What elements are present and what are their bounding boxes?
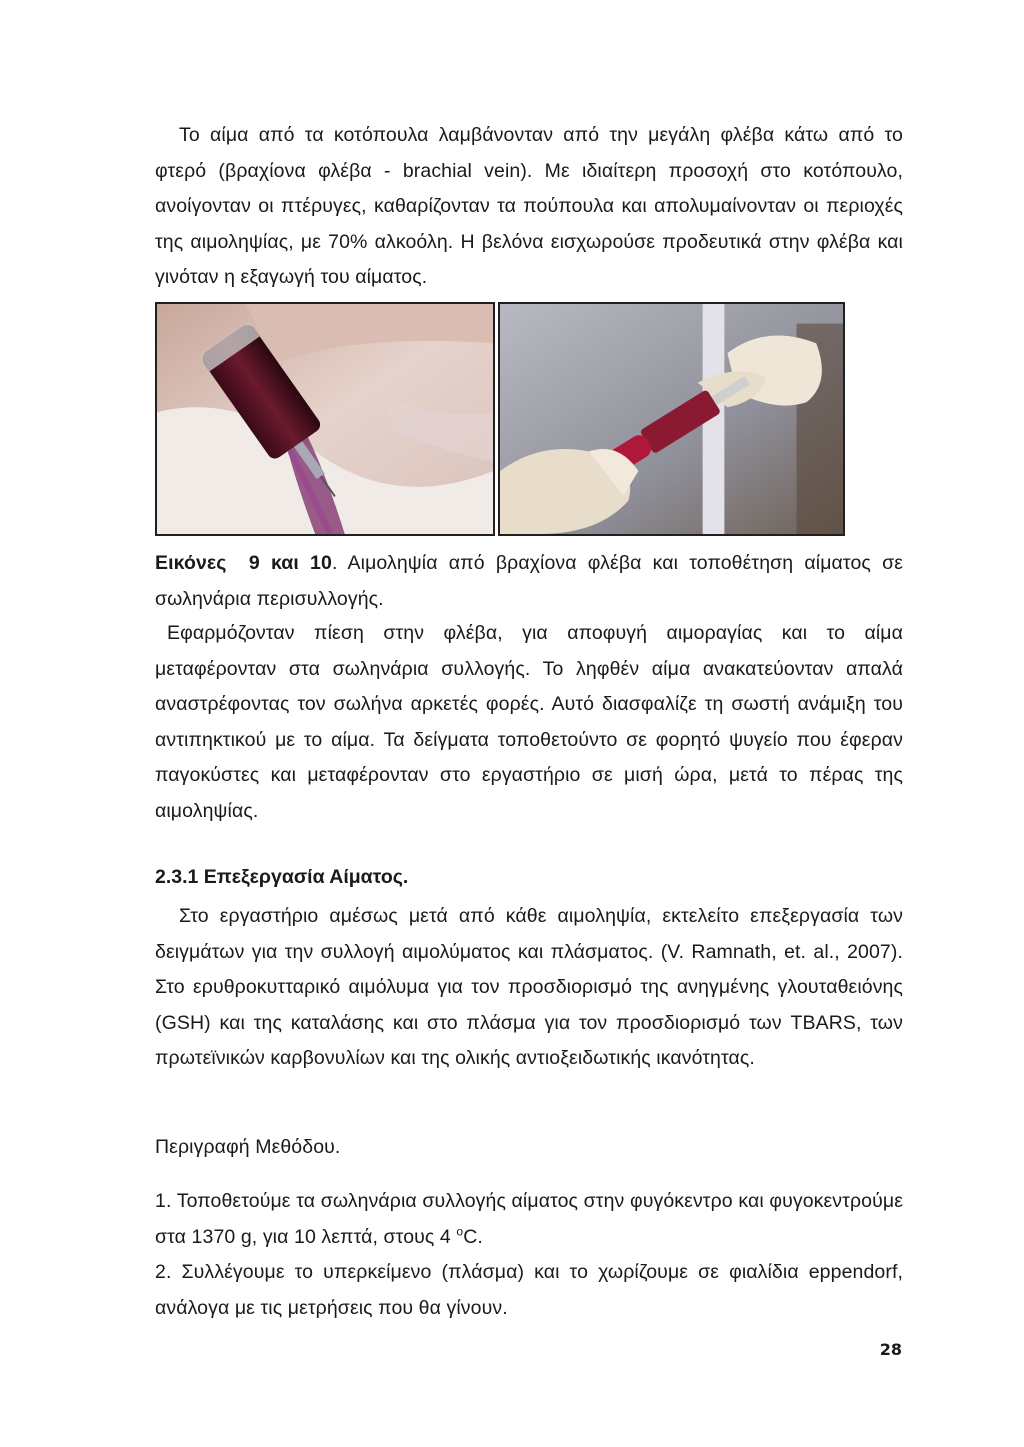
figure-caption bbox=[155, 546, 903, 617]
tube-transfer-illustration bbox=[500, 304, 843, 534]
step-1-unit: C. bbox=[463, 1225, 483, 1248]
caption-text: . Αιμοληψία από βραχίονα φλέβα και τοποθέτηση αίματος σε σωληνάρια περισυλλογής. bbox=[155, 552, 903, 610]
degree-sign: o bbox=[456, 1224, 464, 1238]
page-number: 28 bbox=[879, 1340, 902, 1359]
figure-10-photo bbox=[498, 302, 845, 536]
wing-vein-illustration bbox=[157, 304, 493, 534]
pressure-paragraph: Εφαρμόζονταν πίεση στην φλέβα, για αποφυγή αιμοραγίας και το αίμα μεταφέρονταν στα σωληνάρια συλλογής. Το ληφθέν αίμα ανακατεύονταν απαλά αναστρέφοντας τον σωλήνα αρκετές φορές. Αυτό διασφαλίζε τη σωστή ανάμιξη του αντιπηκτικού με το αίμα. Τα δείγματα τοποθετούντο σε φορητό ψυγείο που έφεραν παγοκύστες και μεταφέρονταν στο εργαστήριο σε μισή ώρα, μετά το πέρας της αιμοληψίας. bbox=[155, 622, 903, 822]
step-1-text: 1. Τοποθετούμε τα σωληνάρια συλλογής αίματος στην φυγόκεντρο και φυγοκεντρούμε στα 1370 g, για 10 λεπτά, στους 4 bbox=[155, 1190, 903, 1248]
intro-paragraph: Το αίμα από τα κοτόπουλα λαμβάνονταν από την μεγάλη φλέβα κάτω από το φτερό (βραχίονα φλέβα - brachial vein). Με ιδιαίτερη προσοχή στο κοτόπουλο, ανοίγονταν οι πτέρυγες, καθαρίζονταν τα πούπουλα και απολυμαίνονταν οι περιοχές της αιμοληψίας, με 70% αλκοόλη. Η βελόνα εισχωρούσε προδευτικά στην φλέβα και γινόταν η εξαγωγή του αίματος. bbox=[155, 124, 903, 288]
method-title: Περιγραφή Μεθόδου. bbox=[155, 1136, 341, 1158]
method-step-2: 2. Συλλέγουμε το υπερκείμενο (πλάσμα) και το χωρίζουμε σε φιαλίδια eppendorf, ανάλογα με τις μετρήσεις που θα γίνουν. bbox=[155, 1261, 903, 1319]
processing-paragraph: Στο εργαστήριο αμέσως μετά από κάθε αιμοληψία, εκτελείτο επεξεργασία των δειγμάτων για την συλλογή αιμολύματος και πλάσματος. (V. Ramnath, et. al., 2007). Στο ερυθροκυτταρικό αιμόλυμα για τον προσδιορισμό της ανηγμένης γλουταθειόνης (GSH) και της καταλάσης και στο πλάσμα για τον προσδιορισμό των TBARS, των πρωτεϊνικών καρβονυλίων και της ολικής αντιοξειδωτικής ικανότητας. bbox=[155, 905, 903, 1069]
caption-label: Εικόνες 9 και 10 bbox=[155, 552, 332, 574]
method-step-1 bbox=[155, 1184, 903, 1255]
figure-9-photo bbox=[155, 302, 495, 536]
section-heading: 2.3.1 Επεξεργασία Αίματος. bbox=[155, 866, 409, 888]
